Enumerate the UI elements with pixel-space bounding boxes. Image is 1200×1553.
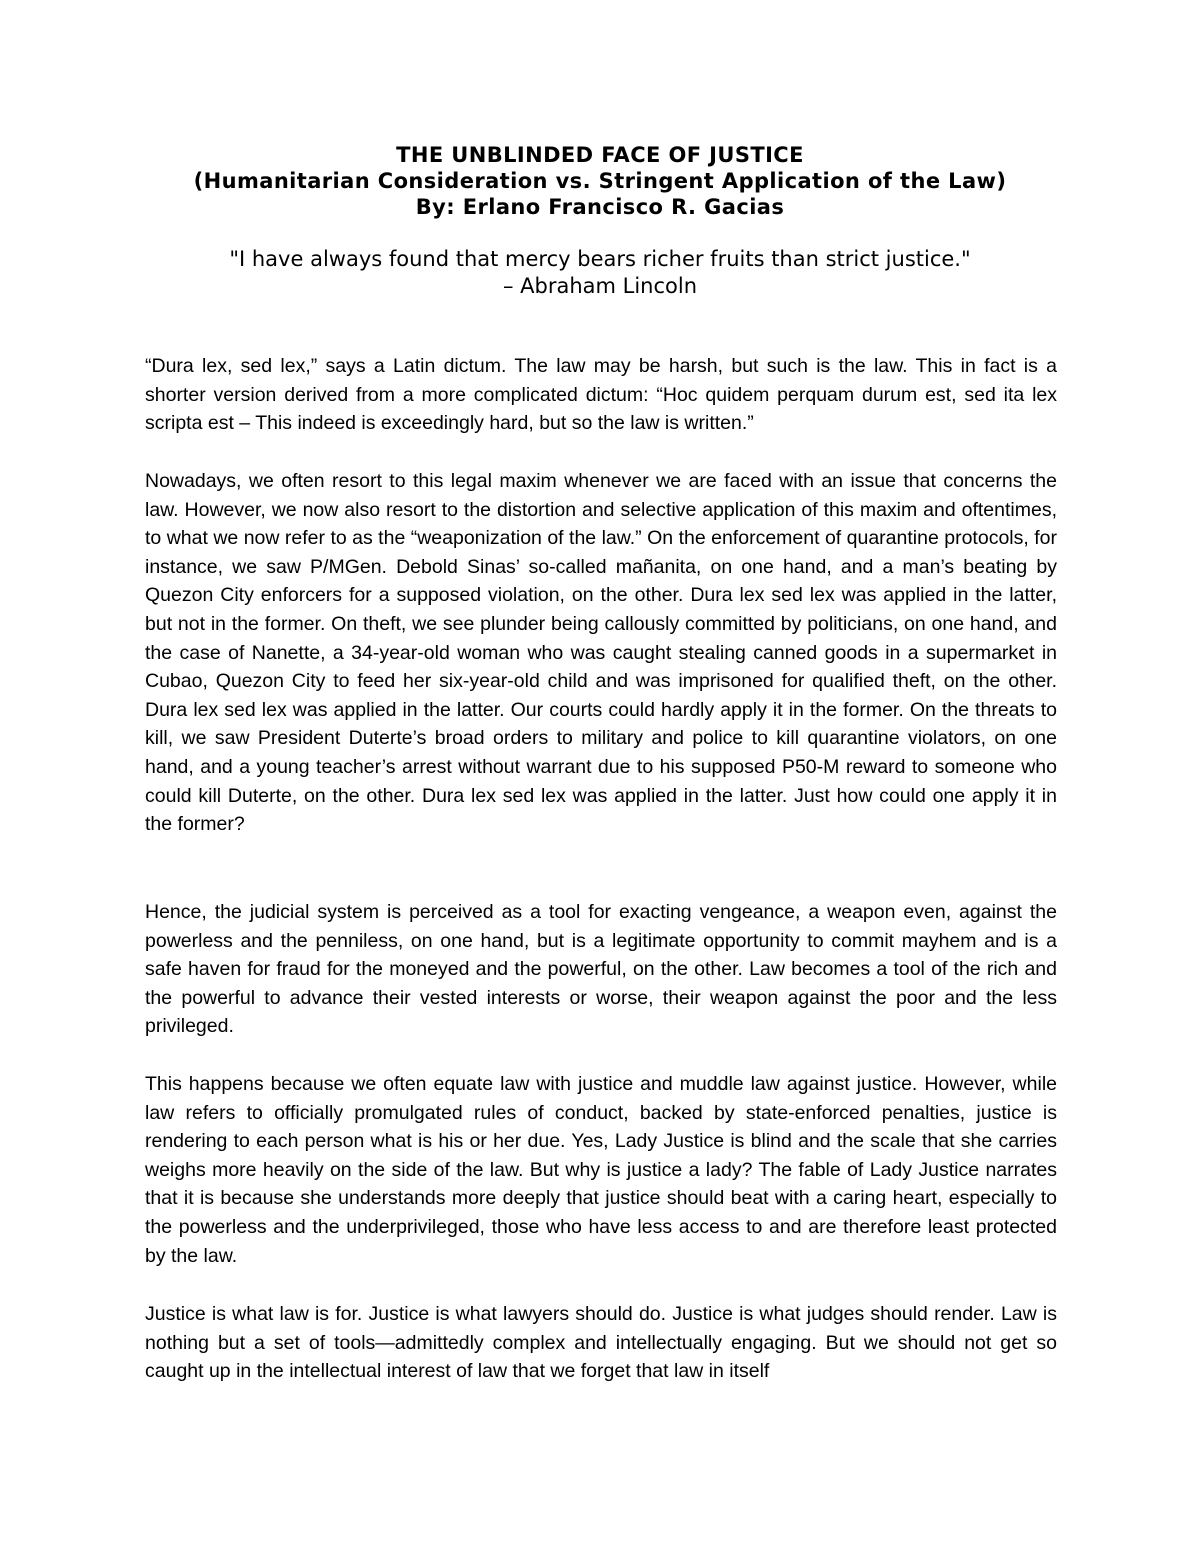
author-byline: By: Erlano Francisco R. Gacias [415, 195, 785, 219]
body-paragraph: Nowadays, we often resort to this legal maxim whenever we are faced with an issue that concerns the law. However, we now also resort to the distortion and selective application of this maxim and oftentimes, to what we now refer to as the “weaponization of the law.” On the enforcement of quarantine protocols, for instance, we saw P/MGen. Debold Sinas’ so-called mañanita, on one hand, and a man’s beating by Quezon City enforcers for a supposed violation, on the other. Dura lex sed lex was applied in the latter, but not in the former. On theft, we see plunder being callously committed by politicians, on one hand, and the case of Nanette, a 34-year-old woman who was caught stealing canned goods in a supermarket in Cubao, Quezon City to feed her six-year-old child and was imprisoned for qualified theft, on the other. Dura lex sed lex was applied in the latter. Our courts could hardly apply it in the former. On the threats to kill, we saw President Duterte’s broad orders to military and police to kill quarantine violators, on one hand, and a young teacher’s arrest without warrant due to his supposed P50-M reward to someone who could kill Duterte, on the other. Dura lex sed lex was applied in the latter. Just how could one apply it in the former? [145, 470, 1057, 836]
epigraph-quote: "I have always found that mercy bears richer fruits than strict justice." [229, 247, 971, 271]
epigraph-author: – Abraham Lincoln [502, 274, 698, 298]
document-title: THE UNBLINDED FACE OF JUSTICE [396, 143, 804, 167]
body-paragraph: “Dura lex, sed lex,” says a Latin dictum. The law may be harsh, but such is the law. This in fact is a shorter version derived from a more complicated dictum: “Hoc quidem perquam durum est, sed ita lex scripta est – This indeed is exceedingly hard, but so the law is written.” [145, 355, 1057, 435]
document-subtitle: (Humanitarian Consideration vs. Stringent Application of the Law) [193, 169, 1007, 193]
body-paragraph: Hence, the judicial system is perceived as a tool for exacting vengeance, a weapon even, against the powerless and the penniless, on one hand, but is a legitimate opportunity to commit mayhem and is a safe haven for fraud for the moneyed and the powerful, on the other. Law becomes a tool of the rich and the powerful to advance their vested interests or worse, their weapon against the poor and the less privileged. [145, 901, 1057, 1038]
body-paragraph: Justice is what law is for. Justice is what lawyers should do. Justice is what judges should render. Law is nothing but a set of tools—admittedly complex and intellectually engaging. But we should not get so caught up in the intellectual interest of law that we forget that law in itself [145, 1303, 1057, 1383]
body-paragraph: This happens because we often equate law with justice and muddle law against justice. However, while law refers to officially promulgated rules of conduct, backed by state-enforced penalties, justice is rendering to each person what is his or her due. Yes, Lady Justice is blind and the scale that she carries weighs more heavily on the side of the law. But why is justice a lady? The fable of Lady Justice narrates that it is because she understands more deeply that justice should beat with a caring heart, especially to the powerless and the underprivileged, those who have less access to and are therefore least protected by the law. [145, 1073, 1057, 1267]
